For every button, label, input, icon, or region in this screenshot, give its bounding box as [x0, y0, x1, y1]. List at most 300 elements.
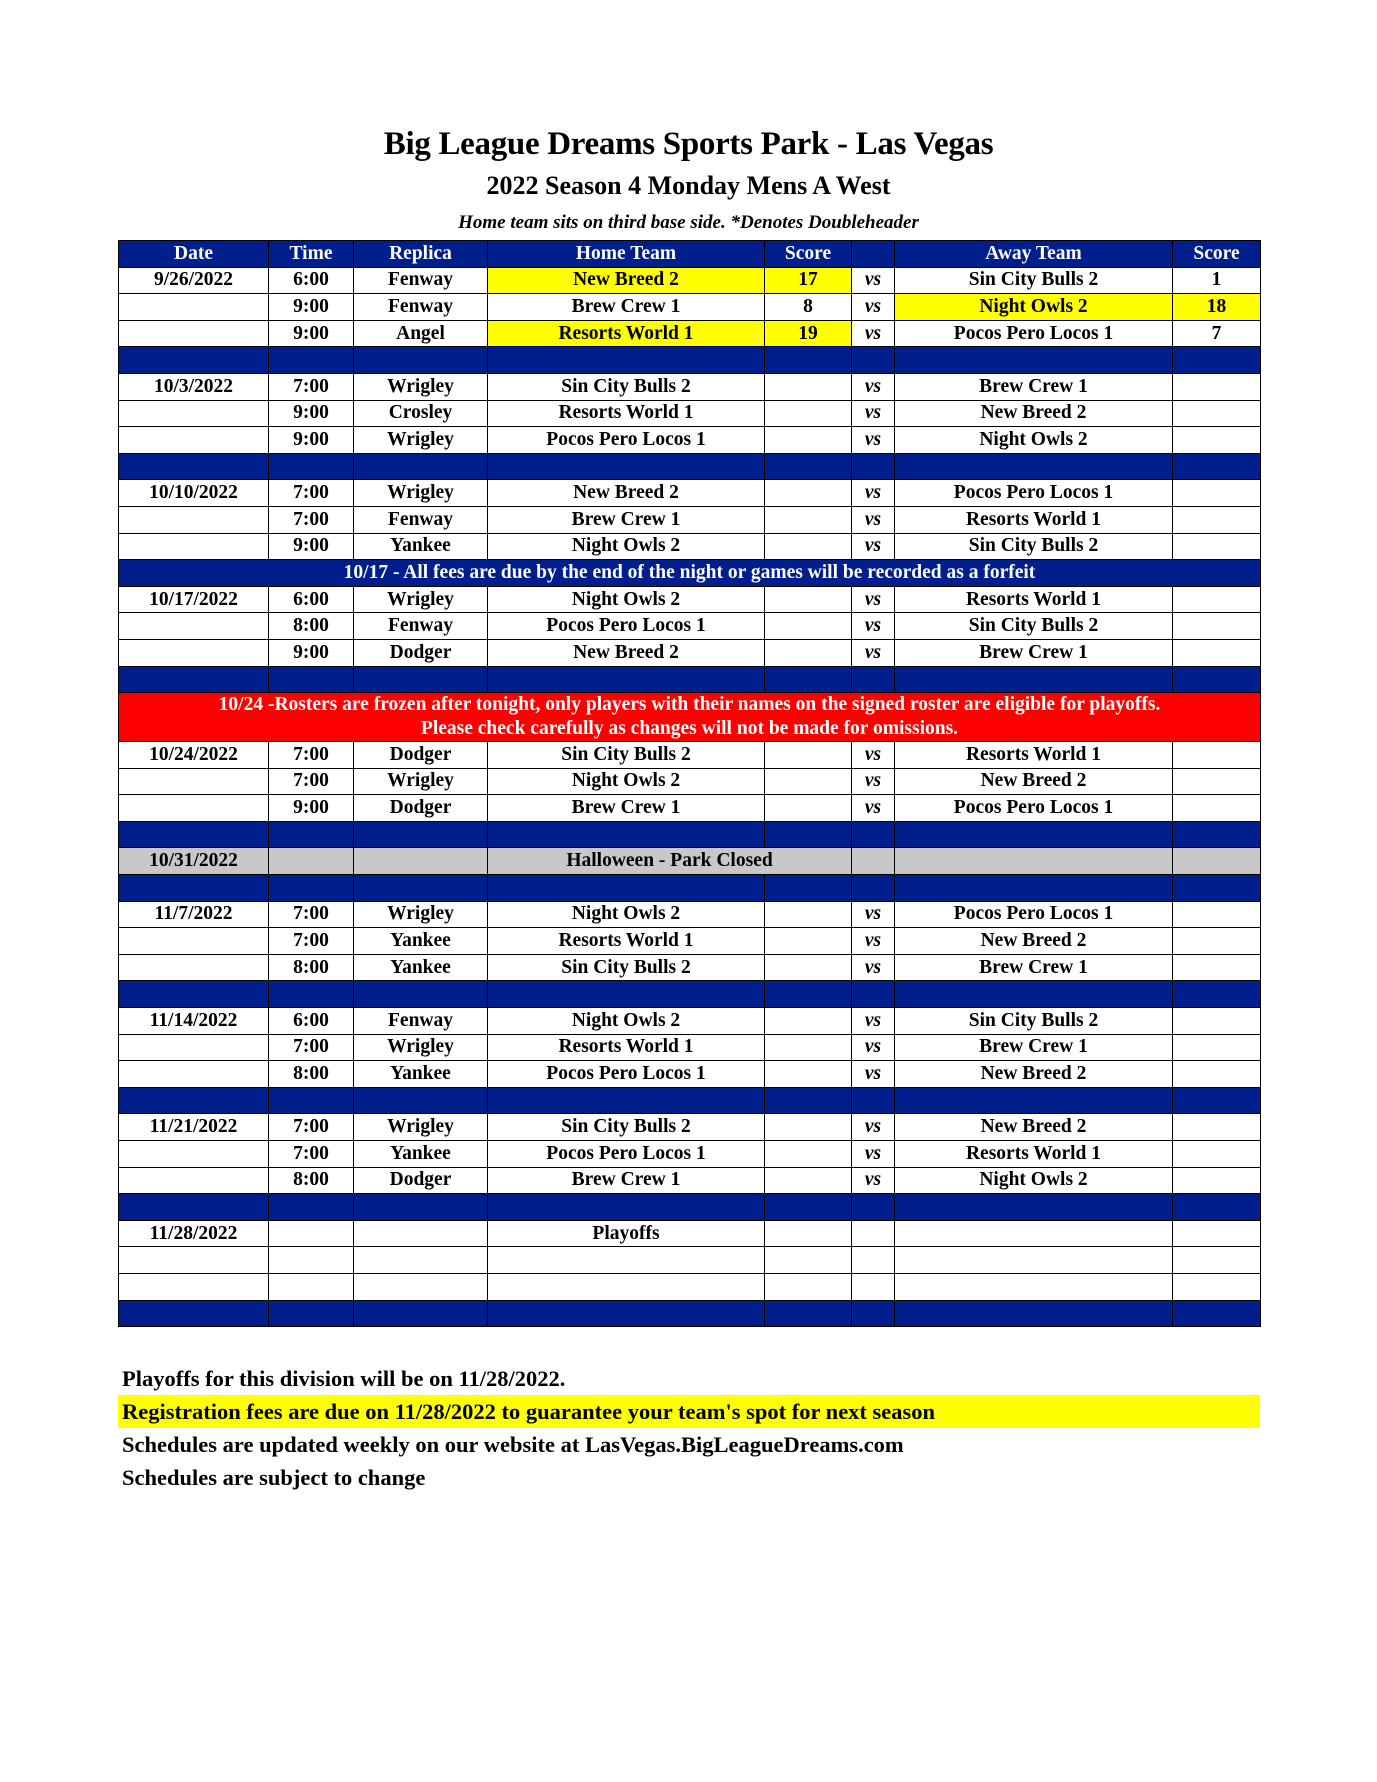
game-date: 10/24/2022 — [119, 742, 269, 769]
game-time: 7:00 — [269, 928, 354, 955]
separator-row — [119, 821, 1261, 848]
vs-label: vs — [852, 795, 895, 822]
away-team: Resorts World 1 — [895, 742, 1173, 769]
game-row — [119, 400, 1261, 427]
empty-cell — [1173, 1247, 1261, 1274]
empty-cell — [895, 1220, 1173, 1247]
separator-cell — [488, 821, 765, 848]
vs-label: vs — [852, 901, 895, 928]
schedule-footer — [118, 1362, 1260, 1494]
park-closed-row — [119, 848, 1261, 875]
home-score — [765, 1167, 852, 1194]
game-date — [119, 506, 269, 533]
roster-notice-row — [119, 693, 1261, 742]
website-note: Schedules are updated weekly on our website at LasVegas.BigLeagueDreams.com — [122, 1432, 904, 1457]
home-score — [765, 400, 852, 427]
separator-cell — [354, 1300, 488, 1327]
vs-label: vs — [852, 613, 895, 640]
home-team: Pocos Pero Locos 1 — [488, 1141, 765, 1168]
game-time: 7:00 — [269, 506, 354, 533]
home-score: 8 — [765, 294, 852, 321]
home-score — [765, 795, 852, 822]
separator-cell — [765, 347, 852, 374]
away-team: Resorts World 1 — [895, 506, 1173, 533]
empty-cell — [354, 848, 488, 875]
game-replica: Yankee — [354, 954, 488, 981]
separator-cell — [895, 453, 1173, 480]
separator-cell — [765, 453, 852, 480]
separator-cell — [765, 821, 852, 848]
away-team: Sin City Bulls 2 — [895, 267, 1173, 294]
separator-cell — [269, 453, 354, 480]
separator-cell — [895, 666, 1173, 693]
separator-cell — [269, 666, 354, 693]
away-team: Night Owls 2 — [895, 1167, 1173, 1194]
separator-cell — [852, 1087, 895, 1114]
game-row — [119, 901, 1261, 928]
game-date — [119, 613, 269, 640]
separator-cell — [765, 875, 852, 902]
away-score — [1173, 1034, 1261, 1061]
vs-label: vs — [852, 267, 895, 294]
game-replica: Wrigley — [354, 1114, 488, 1141]
separator-cell — [119, 1300, 269, 1327]
game-time: 7:00 — [269, 768, 354, 795]
game-replica: Dodger — [354, 639, 488, 666]
empty-cell — [1173, 1273, 1261, 1300]
vs-label: vs — [852, 586, 895, 613]
playoffs-date: 11/28/2022 — [119, 1220, 269, 1247]
separator-row — [119, 453, 1261, 480]
table-header-row — [119, 241, 1261, 268]
separator-cell — [354, 1087, 488, 1114]
separator-cell — [488, 1194, 765, 1221]
separator-cell — [895, 1300, 1173, 1327]
away-team: Brew Crew 1 — [895, 1034, 1173, 1061]
away-team: Brew Crew 1 — [895, 639, 1173, 666]
game-replica: Dodger — [354, 742, 488, 769]
page-subtitle: 2022 Season 4 Monday Mens A West — [486, 171, 891, 200]
game-time: 9:00 — [269, 294, 354, 321]
separator-cell — [269, 981, 354, 1008]
separator-row — [119, 1194, 1261, 1221]
separator-cell — [895, 821, 1173, 848]
separator-row — [119, 981, 1261, 1008]
separator-cell — [852, 821, 895, 848]
game-row — [119, 1114, 1261, 1141]
home-score — [765, 954, 852, 981]
away-score — [1173, 1008, 1261, 1035]
column-header-date: Date — [119, 241, 269, 268]
separator-cell — [119, 1087, 269, 1114]
separator-cell — [354, 821, 488, 848]
separator-cell — [119, 875, 269, 902]
game-row — [119, 795, 1261, 822]
away-team: Brew Crew 1 — [895, 954, 1173, 981]
empty-cell — [852, 1220, 895, 1247]
home-score — [765, 1061, 852, 1088]
home-team: Night Owls 2 — [488, 586, 765, 613]
empty-cell — [488, 1273, 765, 1300]
separator-cell — [1173, 1087, 1261, 1114]
game-date — [119, 954, 269, 981]
home-team: Pocos Pero Locos 1 — [488, 1061, 765, 1088]
home-team: Sin City Bulls 2 — [488, 954, 765, 981]
vs-label: vs — [852, 533, 895, 560]
separator-cell — [119, 821, 269, 848]
game-row — [119, 928, 1261, 955]
game-time: 6:00 — [269, 267, 354, 294]
game-replica: Yankee — [354, 1061, 488, 1088]
home-team: Pocos Pero Locos 1 — [488, 427, 765, 454]
game-replica: Dodger — [354, 1167, 488, 1194]
away-team: New Breed 2 — [895, 400, 1173, 427]
away-score — [1173, 639, 1261, 666]
separator-cell — [488, 453, 765, 480]
separator-cell — [1173, 1300, 1261, 1327]
separator-row — [119, 1300, 1261, 1327]
vs-label: vs — [852, 373, 895, 400]
separator-cell — [852, 666, 895, 693]
away-score — [1173, 1141, 1261, 1168]
home-team: Night Owls 2 — [488, 901, 765, 928]
game-row — [119, 1141, 1261, 1168]
separator-cell — [119, 453, 269, 480]
game-date — [119, 639, 269, 666]
separator-cell — [269, 1300, 354, 1327]
game-replica: Wrigley — [354, 901, 488, 928]
vs-label: vs — [852, 928, 895, 955]
game-row — [119, 267, 1261, 294]
change-note: Schedules are subject to change — [122, 1465, 426, 1490]
fee-notice-text: 10/17 - All fees are due by the end of the night or games will be recorded as a forfeit — [119, 560, 1261, 587]
empty-cell — [895, 848, 1173, 875]
game-date: 10/17/2022 — [119, 586, 269, 613]
game-date — [119, 533, 269, 560]
away-team: New Breed 2 — [895, 928, 1173, 955]
separator-cell — [895, 875, 1173, 902]
away-score — [1173, 954, 1261, 981]
home-score — [765, 639, 852, 666]
game-date — [119, 1141, 269, 1168]
game-row — [119, 480, 1261, 507]
game-date: 11/21/2022 — [119, 1114, 269, 1141]
game-row — [119, 1167, 1261, 1194]
game-row — [119, 1034, 1261, 1061]
home-team: Night Owls 2 — [488, 768, 765, 795]
blank-row — [119, 1247, 1261, 1274]
game-replica: Yankee — [354, 533, 488, 560]
empty-cell — [895, 1247, 1173, 1274]
vs-label: vs — [852, 768, 895, 795]
home-team: New Breed 2 — [488, 639, 765, 666]
empty-cell — [354, 1220, 488, 1247]
game-replica: Wrigley — [354, 768, 488, 795]
game-row — [119, 1061, 1261, 1088]
away-team: Night Owls 2 — [895, 427, 1173, 454]
separator-cell — [488, 981, 765, 1008]
separator-cell — [852, 875, 895, 902]
separator-row — [119, 347, 1261, 374]
game-replica: Dodger — [354, 795, 488, 822]
column-header-home-score: Score — [765, 241, 852, 268]
separator-cell — [354, 453, 488, 480]
away-team: Sin City Bulls 2 — [895, 533, 1173, 560]
away-score — [1173, 901, 1261, 928]
game-replica: Yankee — [354, 928, 488, 955]
game-date — [119, 1061, 269, 1088]
home-team: Brew Crew 1 — [488, 506, 765, 533]
registration-note: Registration fees are due on 11/28/2022 to guarantee your team's spot for next season — [118, 1395, 1260, 1428]
home-score: 17 — [765, 267, 852, 294]
game-time: 8:00 — [269, 1167, 354, 1194]
vs-label: vs — [852, 1034, 895, 1061]
playoffs-text: Playoffs — [488, 1220, 765, 1247]
vs-label: vs — [852, 320, 895, 347]
away-team: Sin City Bulls 2 — [895, 613, 1173, 640]
empty-cell — [119, 1247, 269, 1274]
home-team-note: Home team sits on third base side. *Denotes Doubleheader — [458, 212, 919, 233]
game-date: 10/10/2022 — [119, 480, 269, 507]
home-score — [765, 1141, 852, 1168]
separator-cell — [1173, 347, 1261, 374]
game-row — [119, 506, 1261, 533]
home-team: Sin City Bulls 2 — [488, 1114, 765, 1141]
game-row — [119, 586, 1261, 613]
away-team: Pocos Pero Locos 1 — [895, 795, 1173, 822]
empty-cell — [488, 1247, 765, 1274]
playoffs-row — [119, 1220, 1261, 1247]
separator-cell — [119, 347, 269, 374]
separator-cell — [269, 347, 354, 374]
vs-label: vs — [852, 427, 895, 454]
game-row — [119, 954, 1261, 981]
empty-cell — [852, 1273, 895, 1300]
game-time: 9:00 — [269, 639, 354, 666]
empty-cell — [269, 1247, 354, 1274]
game-time: 9:00 — [269, 795, 354, 822]
home-score — [765, 742, 852, 769]
separator-cell — [852, 981, 895, 1008]
game-time: 9:00 — [269, 400, 354, 427]
separator-cell — [765, 1194, 852, 1221]
game-date — [119, 320, 269, 347]
game-replica: Crosley — [354, 400, 488, 427]
home-team: Resorts World 1 — [488, 1034, 765, 1061]
home-team: Brew Crew 1 — [488, 1167, 765, 1194]
away-score — [1173, 533, 1261, 560]
roster-notice — [119, 693, 1261, 742]
column-header-away-team: Away Team — [895, 241, 1173, 268]
home-score — [765, 427, 852, 454]
separator-cell — [895, 347, 1173, 374]
separator-cell — [852, 453, 895, 480]
roster-notice-line2: Please check carefully as changes will not be made for omissions. — [420, 718, 959, 740]
separator-cell — [354, 981, 488, 1008]
away-score — [1173, 928, 1261, 955]
separator-cell — [1173, 666, 1261, 693]
column-header-home-team: Home Team — [488, 241, 765, 268]
away-team: Pocos Pero Locos 1 — [895, 320, 1173, 347]
away-score: 18 — [1173, 294, 1261, 321]
empty-cell — [1173, 848, 1261, 875]
separator-cell — [1173, 453, 1261, 480]
vs-label: vs — [852, 294, 895, 321]
playoffs-note: Playoffs for this division will be on 11/28/2022. — [122, 1366, 566, 1391]
home-team: Resorts World 1 — [488, 400, 765, 427]
separator-cell — [119, 981, 269, 1008]
game-row — [119, 768, 1261, 795]
home-team: Night Owls 2 — [488, 1008, 765, 1035]
game-date — [119, 768, 269, 795]
separator-cell — [354, 1194, 488, 1221]
away-score — [1173, 480, 1261, 507]
game-time: 7:00 — [269, 373, 354, 400]
home-team: New Breed 2 — [488, 267, 765, 294]
game-date — [119, 400, 269, 427]
separator-cell — [488, 1087, 765, 1114]
game-date: 11/7/2022 — [119, 901, 269, 928]
away-team: Resorts World 1 — [895, 1141, 1173, 1168]
separator-cell — [269, 1194, 354, 1221]
game-time: 7:00 — [269, 1114, 354, 1141]
away-score — [1173, 586, 1261, 613]
game-date — [119, 928, 269, 955]
home-score — [765, 373, 852, 400]
separator-cell — [488, 666, 765, 693]
away-score — [1173, 1114, 1261, 1141]
game-replica: Yankee — [354, 1141, 488, 1168]
game-replica: Fenway — [354, 294, 488, 321]
empty-cell — [119, 1273, 269, 1300]
game-replica: Wrigley — [354, 1034, 488, 1061]
separator-cell — [1173, 1194, 1261, 1221]
game-time: 9:00 — [269, 533, 354, 560]
empty-cell — [852, 1247, 895, 1274]
game-date: 10/3/2022 — [119, 373, 269, 400]
home-team: Resorts World 1 — [488, 928, 765, 955]
away-team: New Breed 2 — [895, 1114, 1173, 1141]
page-title: Big League Dreams Sports Park - Las Vegas — [383, 126, 994, 162]
away-score — [1173, 427, 1261, 454]
empty-cell — [895, 1273, 1173, 1300]
separator-cell — [119, 666, 269, 693]
home-team: Pocos Pero Locos 1 — [488, 613, 765, 640]
separator-row — [119, 1087, 1261, 1114]
game-row — [119, 427, 1261, 454]
separator-cell — [852, 347, 895, 374]
game-replica: Fenway — [354, 267, 488, 294]
vs-label: vs — [852, 1114, 895, 1141]
away-score — [1173, 795, 1261, 822]
away-score — [1173, 768, 1261, 795]
empty-cell — [852, 848, 895, 875]
separator-cell — [765, 1087, 852, 1114]
separator-row — [119, 875, 1261, 902]
empty-cell — [765, 1220, 852, 1247]
away-score: 7 — [1173, 320, 1261, 347]
vs-label: vs — [852, 1141, 895, 1168]
away-team: Resorts World 1 — [895, 586, 1173, 613]
closed-date: 10/31/2022 — [119, 848, 269, 875]
home-score — [765, 901, 852, 928]
home-score — [765, 1034, 852, 1061]
game-date — [119, 795, 269, 822]
home-team: Night Owls 2 — [488, 533, 765, 560]
away-team: Brew Crew 1 — [895, 373, 1173, 400]
home-score — [765, 506, 852, 533]
game-time: 7:00 — [269, 480, 354, 507]
vs-label: vs — [852, 639, 895, 666]
home-score — [765, 613, 852, 640]
game-replica: Fenway — [354, 1008, 488, 1035]
game-time: 9:00 — [269, 320, 354, 347]
game-time: 7:00 — [269, 1034, 354, 1061]
vs-label: vs — [852, 506, 895, 533]
separator-cell — [354, 875, 488, 902]
away-score — [1173, 613, 1261, 640]
separator-cell — [119, 1194, 269, 1221]
schedule-header — [0, 124, 1377, 236]
game-date — [119, 427, 269, 454]
separator-cell — [852, 1300, 895, 1327]
away-team: Night Owls 2 — [895, 294, 1173, 321]
separator-cell — [488, 347, 765, 374]
empty-cell — [765, 1273, 852, 1300]
game-replica: Wrigley — [354, 373, 488, 400]
game-date — [119, 1034, 269, 1061]
vs-label: vs — [852, 480, 895, 507]
game-row — [119, 1008, 1261, 1035]
away-score — [1173, 1061, 1261, 1088]
game-replica: Wrigley — [354, 427, 488, 454]
home-score: 19 — [765, 320, 852, 347]
away-score: 1 — [1173, 267, 1261, 294]
vs-label: vs — [852, 1061, 895, 1088]
game-time: 8:00 — [269, 613, 354, 640]
vs-label: vs — [852, 1008, 895, 1035]
separator-cell — [1173, 875, 1261, 902]
game-row — [119, 533, 1261, 560]
away-score — [1173, 373, 1261, 400]
game-replica: Wrigley — [354, 480, 488, 507]
empty-cell — [269, 1220, 354, 1247]
separator-cell — [269, 1087, 354, 1114]
separator-cell — [765, 666, 852, 693]
home-score — [765, 928, 852, 955]
separator-cell — [895, 981, 1173, 1008]
home-score — [765, 480, 852, 507]
game-time: 8:00 — [269, 954, 354, 981]
game-date: 11/14/2022 — [119, 1008, 269, 1035]
roster-notice-line1: 10/24 -Rosters are frozen after tonight, only players with their names on the signed roster are eligible for playoffs. — [218, 694, 1161, 716]
separator-cell — [488, 875, 765, 902]
empty-cell — [269, 848, 354, 875]
game-time: 7:00 — [269, 901, 354, 928]
away-score — [1173, 742, 1261, 769]
away-team: Pocos Pero Locos 1 — [895, 480, 1173, 507]
game-replica: Fenway — [354, 613, 488, 640]
game-time: 7:00 — [269, 1141, 354, 1168]
away-team: Sin City Bulls 2 — [895, 1008, 1173, 1035]
separator-cell — [1173, 981, 1261, 1008]
away-team: New Breed 2 — [895, 768, 1173, 795]
game-time: 9:00 — [269, 427, 354, 454]
game-time: 8:00 — [269, 1061, 354, 1088]
column-header-replica: Replica — [354, 241, 488, 268]
home-team: Brew Crew 1 — [488, 795, 765, 822]
home-score — [765, 1008, 852, 1035]
